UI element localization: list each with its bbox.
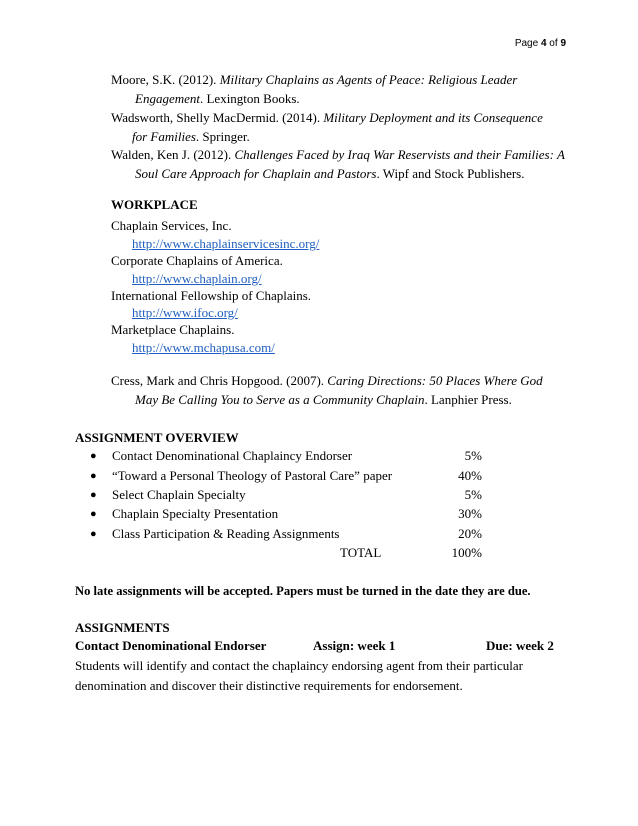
bullet-icon: ● (90, 450, 97, 462)
bullet-icon: ● (90, 508, 97, 520)
reference-wadsworth-line2 (132, 129, 250, 145)
overview-total-label: TOTAL (340, 545, 382, 560)
overview-item-percent: 20% (458, 526, 482, 541)
overview-heading: ASSIGNMENT OVERVIEW (75, 430, 239, 445)
reference-moore-line1 (111, 72, 517, 88)
page-number (515, 36, 566, 52)
overview-item-label: Class Participation & Reading Assignments (112, 526, 340, 541)
assignment-description-line2: denomination and discover their distinctive requirements for endorsement. (75, 678, 463, 693)
workplace-item-name: Corporate Chaplains of America. (111, 253, 283, 268)
page-number-current: 4 (540, 38, 547, 49)
reference-title: Challenges Faced by Iraq War Reservists and their Families: A (234, 147, 565, 162)
assignment-title: Contact Denominational Endorser (75, 638, 267, 653)
workplace-item-link[interactable]: http://www.chaplainservicesinc.org/ (132, 236, 320, 251)
reference-publisher: . Springer. (195, 129, 250, 144)
reference-title: Military Deployment and its Consequence (323, 110, 543, 125)
bullet-icon: ● (90, 489, 97, 501)
assignment-description-line1: Students will identify and contact the chaplaincy endorsing agent from their particular (75, 658, 523, 673)
assignment-assign-week: Assign: week 1 (313, 638, 396, 653)
overview-item-label: “Toward a Personal Theology of Pastoral Care” paper (112, 468, 393, 483)
reference-moore-line2 (135, 91, 300, 107)
reference-title-cont: May Be Calling You to Serve as a Community Chaplain (135, 392, 425, 407)
bullet-icon: ● (90, 470, 97, 482)
page-number-prefix: Page (514, 38, 541, 49)
assignments-heading: ASSIGNMENTS (75, 620, 170, 635)
overview-item-percent: 40% (458, 468, 482, 483)
workplace-heading: WORKPLACE (111, 197, 198, 212)
reference-publisher: . Lexington Books. (199, 91, 300, 106)
overview-item-label: Select Chaplain Specialty (112, 487, 246, 502)
workplace-item-link[interactable]: http://www.ifoc.org/ (132, 305, 238, 320)
workplace-item-link[interactable]: http://www.chaplain.org/ (132, 271, 262, 286)
reference-cress-line1 (111, 373, 543, 389)
reference-title: Caring Directions: 50 Places Where God (327, 373, 543, 388)
reference-authors: Walden, Ken J. (2012). (111, 147, 235, 162)
page-number-separator: of (546, 38, 561, 49)
reference-title: Military Chaplains as Agents of Peace: Religious Leader (219, 72, 518, 87)
overview-total-value: 100% (451, 545, 482, 560)
page-number-total: 9 (560, 38, 566, 49)
reference-cress-line2 (135, 392, 512, 408)
overview-item-percent: 5% (464, 487, 482, 502)
overview-item-percent: 5% (464, 448, 482, 463)
reference-publisher: . Wipf and Stock Publishers. (376, 166, 525, 181)
late-policy: No late assignments will be accepted. Papers must be turned in the date they are due. (75, 584, 531, 598)
reference-walden-line1 (111, 147, 565, 163)
assignment-due-week: Due: week 2 (486, 638, 554, 653)
workplace-item-name: Marketplace Chaplains. (111, 322, 235, 337)
reference-publisher: . Lanphier Press. (424, 392, 512, 407)
reference-walden-line2 (135, 166, 525, 182)
overview-item-percent: 30% (458, 506, 482, 521)
reference-title-cont: for Families (132, 129, 196, 144)
workplace-item-name: Chaplain Services, Inc. (111, 218, 232, 233)
reference-wadsworth-line1 (111, 110, 543, 126)
reference-authors: Cress, Mark and Chris Hopgood. (2007). (111, 373, 328, 388)
reference-authors: Moore, S.K. (2012). (111, 72, 220, 87)
reference-title-cont: Engagement (135, 91, 200, 106)
workplace-item-link[interactable]: http://www.mchapusa.com/ (132, 340, 275, 355)
overview-item-label: Contact Denominational Chaplaincy Endorser (112, 448, 353, 463)
workplace-item-name: International Fellowship of Chaplains. (111, 288, 312, 303)
reference-title-cont: Soul Care Approach for Chaplain and Pastors (135, 166, 377, 181)
overview-item-label: Chaplain Specialty Presentation (112, 506, 279, 521)
bullet-icon: ● (90, 528, 97, 540)
reference-authors: Wadsworth, Shelly MacDermid. (2014). (111, 110, 324, 125)
